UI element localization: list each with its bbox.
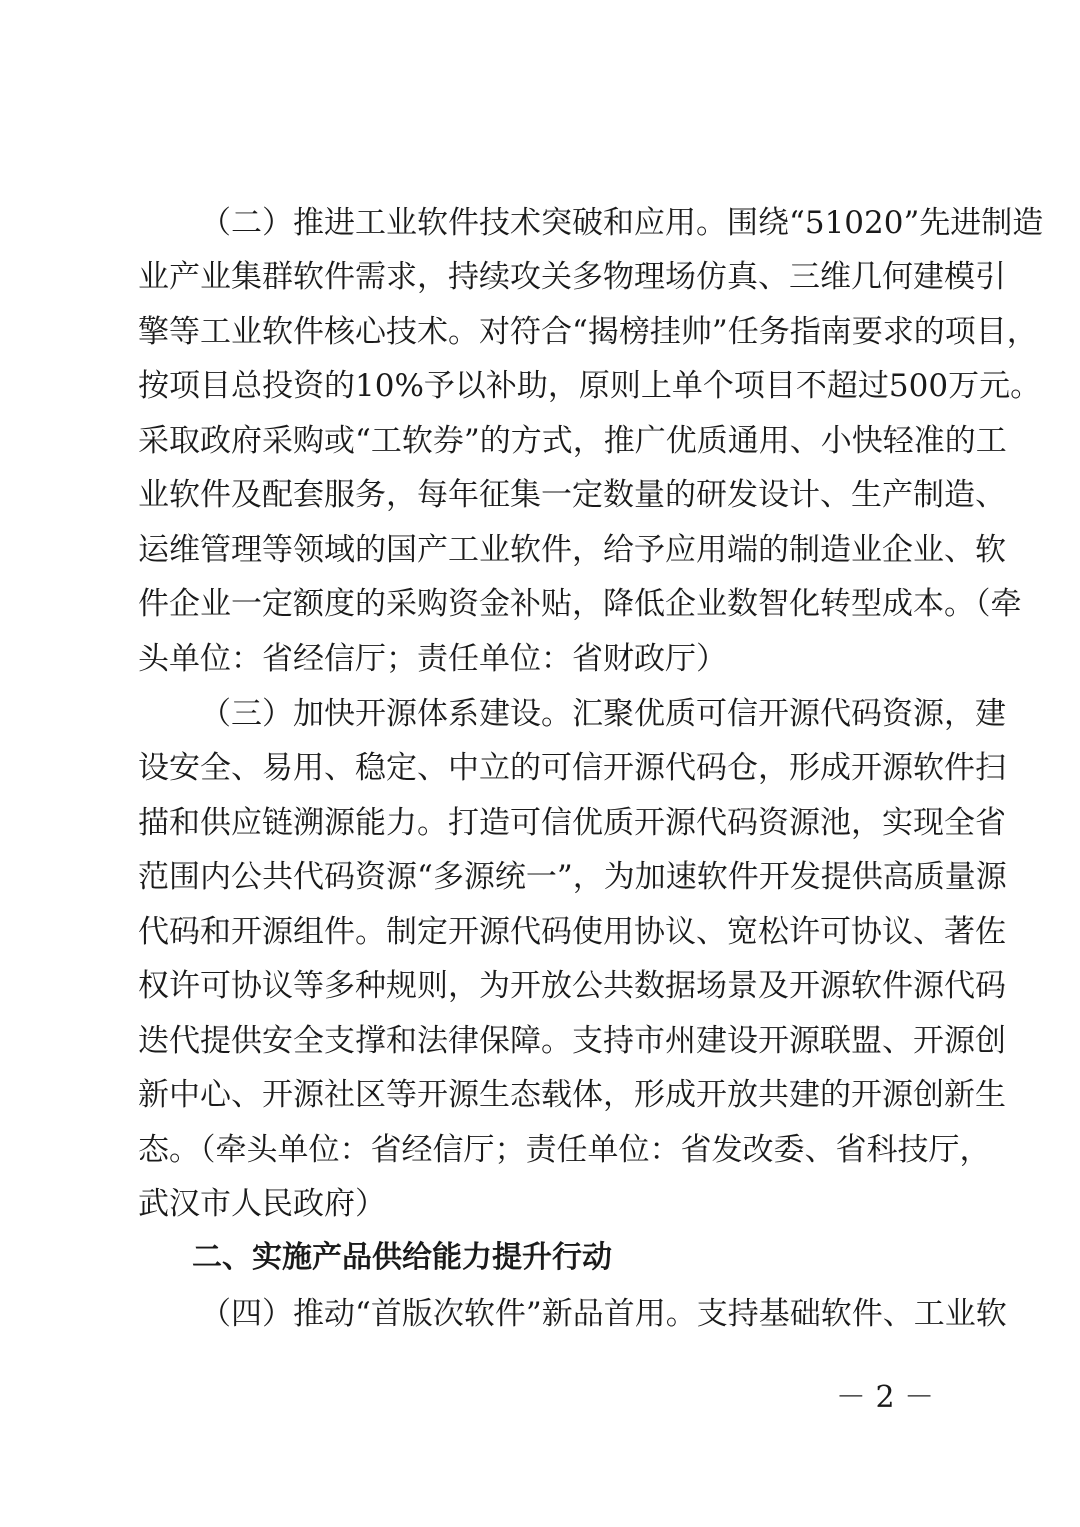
page-number: － 2 － [835, 1380, 935, 1415]
paragraph-2-line-6: 业软件及配套服务，每年征集一定数量的研发设计、生产制造、 [138, 477, 1006, 513]
paragraph-2-line-9: 头单位：省经信厅；责任单位：省财政厅） [138, 641, 727, 677]
paragraph-3-line-10: 武汉市人民政府） [138, 1186, 386, 1222]
paragraph-3-line-9: 态。（牵头单位：省经信厅；责任单位：省发改委、省科技厅， [138, 1132, 991, 1168]
paragraph-3-line-7: 迭代提供安全支撑和法律保障。支持市州建设开源联盟、开源创 [138, 1023, 1006, 1059]
paragraph-2-line-4: 按项目总投资的10%予以补助，原则上单个项目不超过500万元。 [138, 368, 1042, 404]
paragraph-3-line-1: （三）加快开源体系建设。汇聚优质可信开源代码资源，建 [200, 696, 1006, 732]
paragraph-2-line-5: 采取政府采购或“工软券”的方式，推广优质通用、小快轻准的工 [138, 423, 1007, 459]
paragraph-3-line-5: 代码和开源组件。制定开源代码使用协议、宽松许可协议、著佐 [138, 914, 1006, 950]
paragraph-3-line-6: 权许可协议等多种规则，为开放公共数据场景及开源软件源代码 [138, 968, 1006, 1004]
paragraph-2-line-3: 擎等工业软件核心技术。对符合“揭榜挂帅”任务指南要求的项目， [138, 314, 1038, 350]
section-heading: 二、实施产品供给能力提升行动 [192, 1240, 612, 1275]
paragraph-4-line-1: （四）推动“首版次软件”新品首用。支持基础软件、工业软 [200, 1296, 1007, 1332]
paragraph-2-line-8: 件企业一定额度的采购资金补贴，降低企业数智化转型成本。（牵 [138, 586, 1022, 622]
paragraph-3-line-4: 范围内公共代码资源“多源统一”，为加速软件开发提供高质量源 [138, 859, 1007, 895]
paragraph-3-line-2: 设安全、易用、稳定、中立的可信开源代码仓，形成开源软件扫 [138, 750, 1006, 786]
paragraph-3-line-3: 描和供应链溯源能力。打造可信优质开源代码资源池，实现全省 [138, 805, 1006, 841]
paragraph-3-line-8: 新中心、开源社区等开源生态载体，形成开放共建的开源创新生 [138, 1077, 1006, 1113]
paragraph-2-line-7: 运维管理等领域的国产工业软件，给予应用端的制造业企业、软 [138, 532, 1006, 568]
paragraph-2-line-2: 业产业集群软件需求，持续攻关多物理场仿真、三维几何建模引 [138, 259, 1006, 295]
paragraph-2-line-1: （二）推进工业软件技术突破和应用。围绕“51020”先进制造 [200, 205, 1044, 241]
